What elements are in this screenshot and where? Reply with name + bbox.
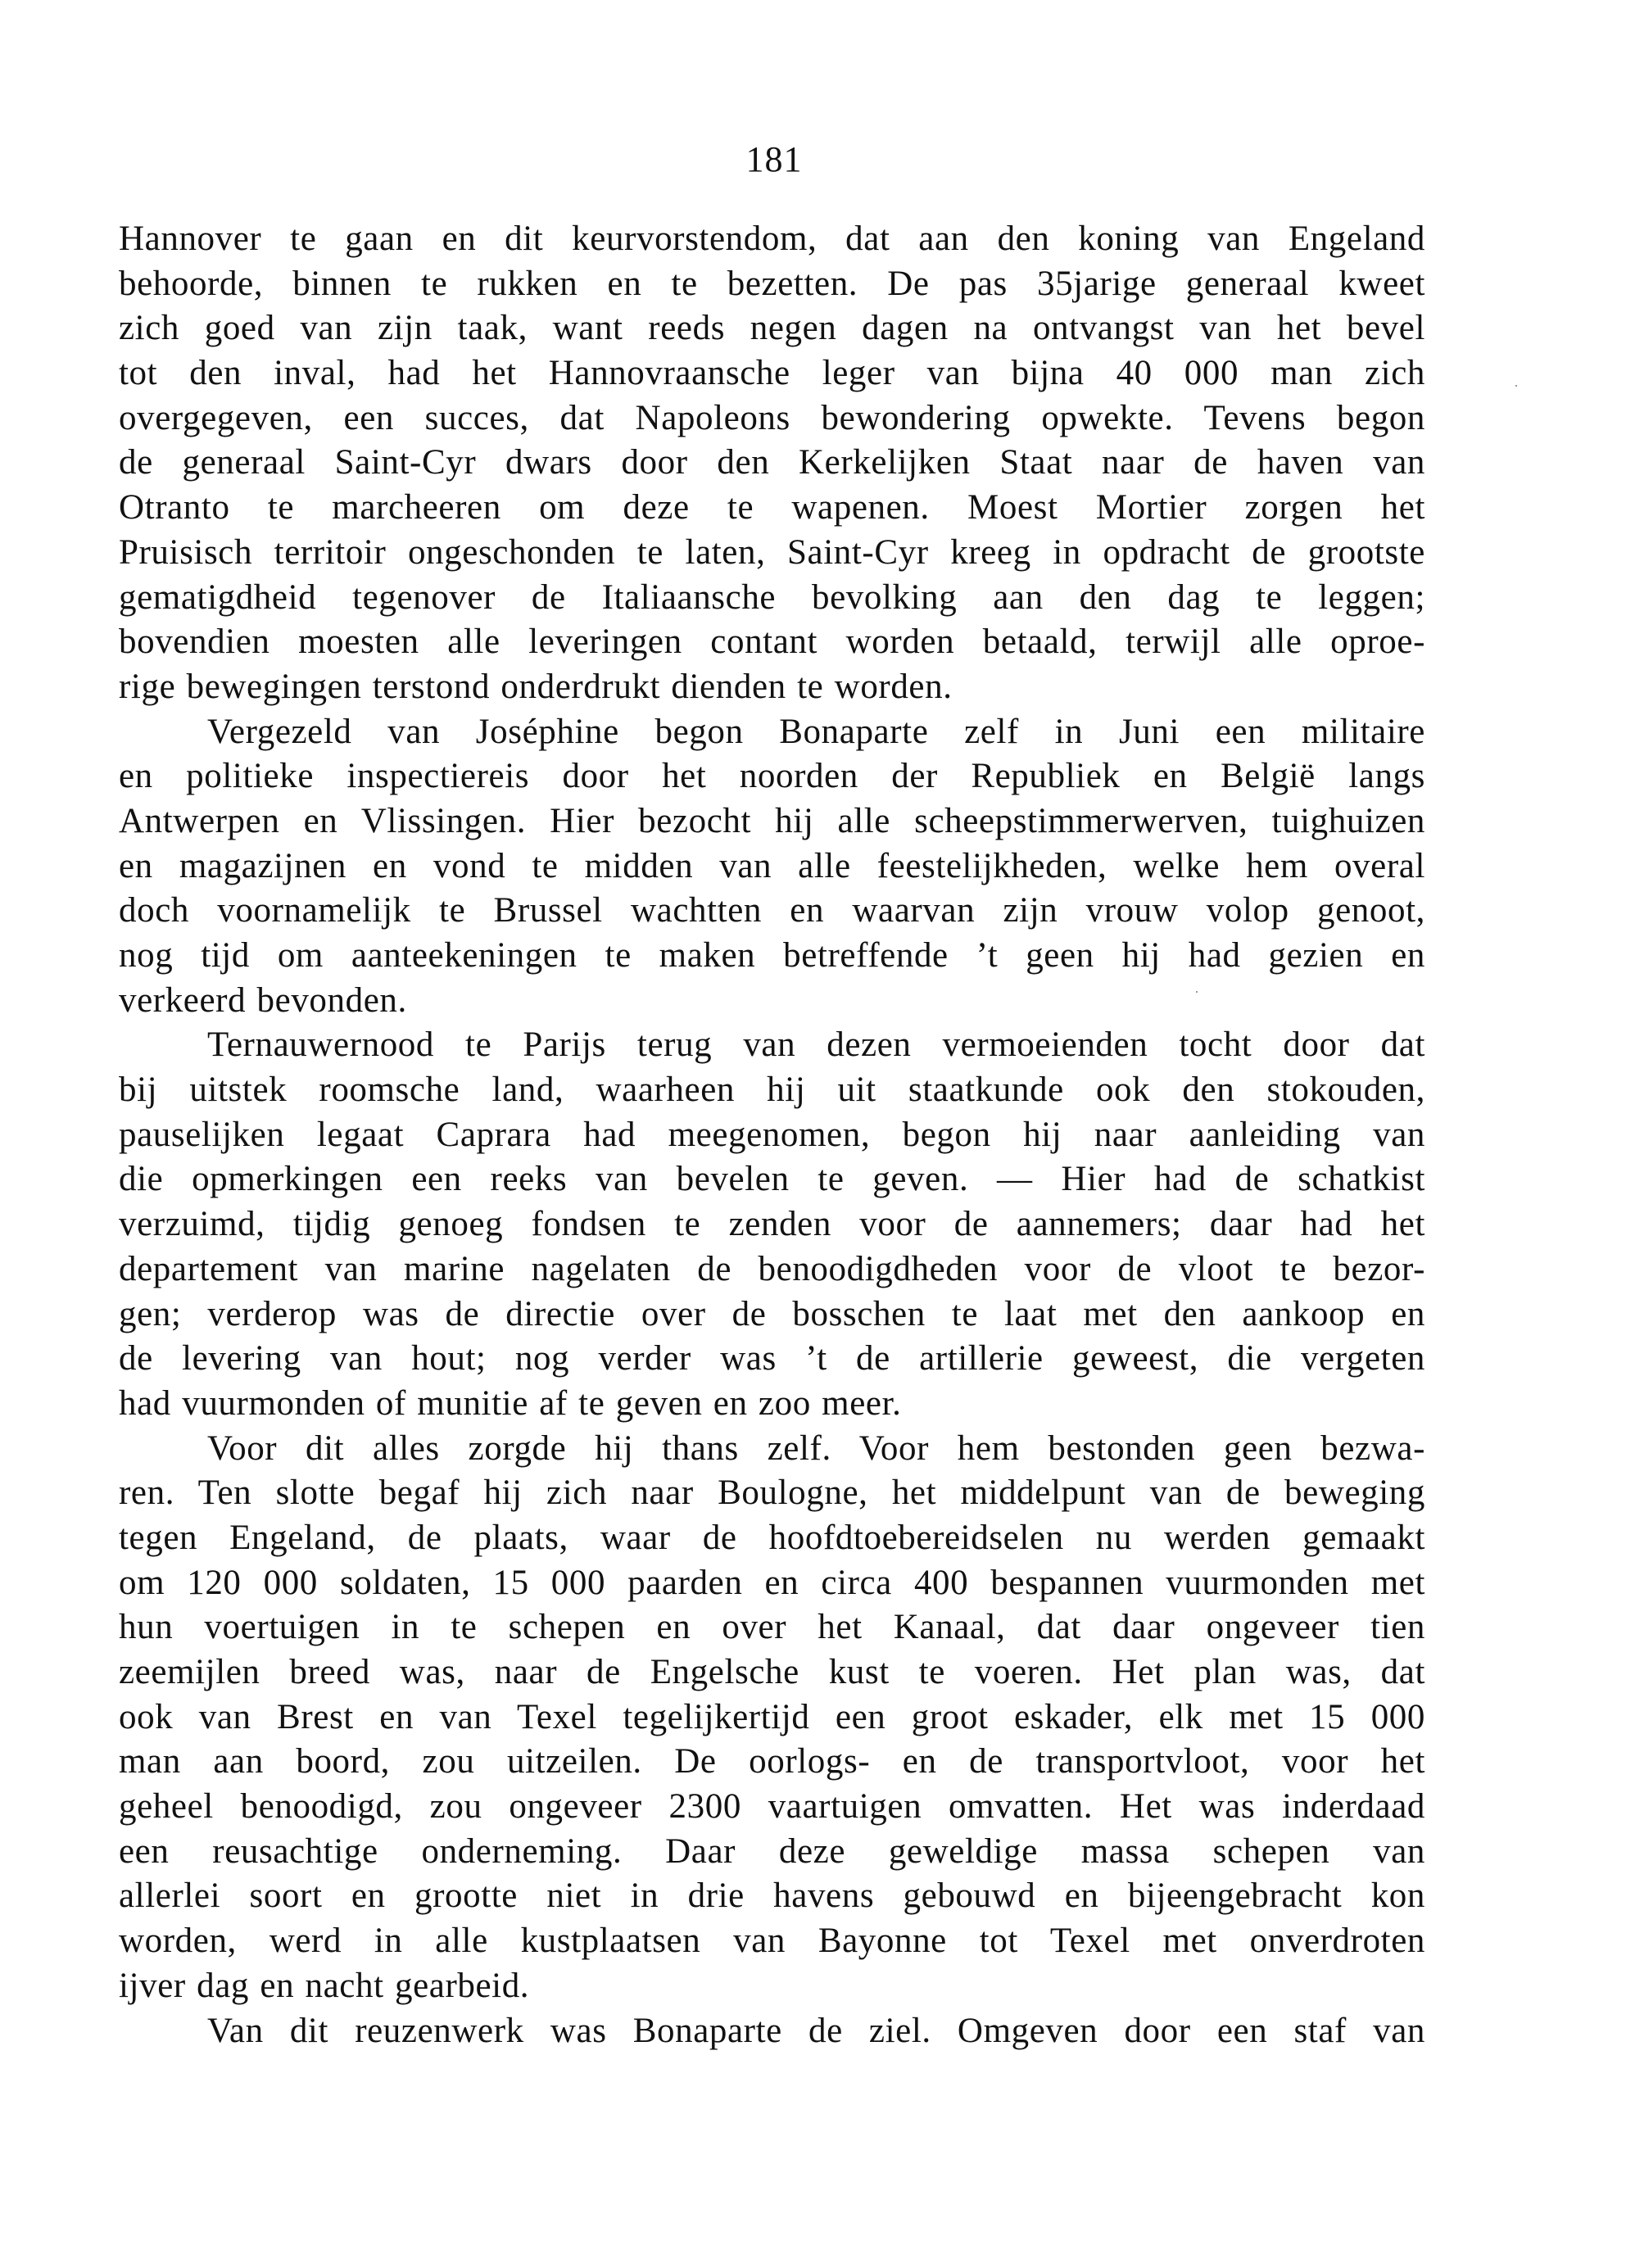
text-line: tot den inval, had het Hannovraansche leger van bijna 40 000 man zich bbox=[119, 354, 1425, 393]
text-line: ren. Ten slotte begaf hij zich naar Boulogne, het middelpunt van de beweging bbox=[119, 1474, 1425, 1513]
text-line: tegen Engeland, de plaats, waar de hoofdtoebereidselen nu werden gemaakt bbox=[119, 1518, 1425, 1557]
text-line: behoorde, binnen te rukken en te bezetten. De pas 35jarige generaal kweet bbox=[119, 264, 1425, 303]
paragraph bbox=[119, 1427, 1425, 2009]
text-line: gen; verderop was de directie over de bosschen te laat met den aankoop en bbox=[119, 1294, 1425, 1333]
text-line: Van dit reuzenwerk was Bonaparte de ziel. Omgeven door een staf van bbox=[207, 2011, 1425, 2050]
text-line: bij uitstek roomsche land, waarheen hij uit staatkunde ook den stokouden, bbox=[119, 1071, 1425, 1110]
paragraph bbox=[119, 710, 1425, 1024]
text-line: gematigdheid tegenover de Italiaansche bevolking aan den dag te leggen; bbox=[119, 577, 1425, 617]
text-line: bovendien moesten alle leveringen contant worden betaald, terwijl alle oproe- bbox=[119, 622, 1425, 662]
text-line: hun voertuigen in te schepen en over het Kanaal, dat daar ongeveer tien bbox=[119, 1608, 1425, 1647]
text-line: overgegeven, een succes, dat Napoleons bewondering opwekte. Tevens begon bbox=[119, 398, 1425, 437]
text-line: ijver dag en nacht gearbeid. bbox=[119, 1966, 530, 2005]
text-line: ook van Brest en van Texel tegelijkertijd een groot eskader, elk met 15 000 bbox=[119, 1697, 1425, 1736]
paragraph bbox=[119, 2009, 1425, 2054]
text-line: zeemijlen breed was, naar de Engelsche kust te voeren. Het plan was, dat bbox=[119, 1653, 1425, 1691]
text-line: Vergezeld van Joséphine begon Bonaparte zelf in Juni een militaire bbox=[207, 712, 1425, 751]
text-line: allerlei soort en grootte niet in drie havens gebouwd en bijeengebracht kon bbox=[119, 1876, 1425, 1916]
text-line: de levering van hout; nog verder was ’t de artillerie geweest, die vergeten bbox=[119, 1339, 1425, 1378]
text-line: Voor dit alles zorgde hij thans zelf. Voor hem bestonden geen bezwa- bbox=[207, 1428, 1425, 1468]
text-line: en politieke inspectiereis door het noorden der Republiek en België langs bbox=[119, 757, 1425, 796]
text-line: departement van marine nagelaten de benoodigdheden voor de vloot te bezor- bbox=[119, 1249, 1425, 1288]
text-line: Otranto te marcheeren om deze te wapenen. Moest Mortier zorgen het bbox=[119, 488, 1425, 527]
text-line: die opmerkingen een reeks van bevelen te geven. — Hier had de schatkist bbox=[119, 1160, 1425, 1199]
text-line: verzuimd, tijdig genoeg fondsen te zenden voor de aannemers; daar had het bbox=[119, 1205, 1425, 1244]
text-line: rige bewegingen terstond onderdrukt dienden te worden. bbox=[119, 667, 953, 706]
body-text bbox=[119, 217, 1425, 2053]
text-line: om 120 000 soldaten, 15 000 paarden en circa 400 bespannen vuurmonden met bbox=[119, 1563, 1425, 1602]
paragraph bbox=[119, 217, 1425, 710]
scan-speck bbox=[1196, 991, 1198, 993]
text-line: Hannover te gaan en dit keurvorstendom, dat aan den koning van Engeland bbox=[119, 220, 1425, 258]
text-line: de generaal Saint-Cyr dwars door den Kerkelijken Staat naar de haven van bbox=[119, 443, 1425, 482]
text-line: en magazijnen en vond te midden van alle feestelijkheden, welke hem overal bbox=[119, 846, 1425, 885]
text-line: worden, werd in alle kustplaatsen van Bayonne tot Texel met onverdroten bbox=[119, 1922, 1425, 1961]
text-line: man aan boord, zou uitzeilen. De oorlogs- en de transportvloot, voor het bbox=[119, 1742, 1425, 1781]
text-line: geheel benoodigd, zou ongeveer 2300 vaartuigen omvatten. Het was inderdaad bbox=[119, 1787, 1425, 1827]
scan-speck bbox=[1515, 385, 1517, 387]
text-line: Antwerpen en Vlissingen. Hier bezocht hij alle scheepstimmerwerven, tuighuizen bbox=[119, 801, 1425, 840]
text-line: pauselijken legaat Caprara had meegenomen, begon hij naar aanleiding van bbox=[119, 1115, 1425, 1154]
paragraph bbox=[119, 1023, 1425, 1426]
text-line: Ternauwernood te Parijs terug van dezen vermoeienden tocht door dat bbox=[207, 1025, 1425, 1065]
text-line: nog tijd om aanteekeningen te maken betreffende ’t geen hij had gezien en bbox=[119, 936, 1425, 975]
text-line: verkeerd bevonden. bbox=[119, 980, 407, 1020]
text-line: Pruisisch territoir ongeschonden te laten, Saint-Cyr kreeg in opdracht de grootste bbox=[119, 532, 1425, 572]
text-line: had vuurmonden of munitie af te geven en zoo meer. bbox=[119, 1383, 902, 1423]
text-line: zich goed van zijn taak, want reeds negen dagen na ontvangst van het bevel bbox=[119, 309, 1425, 348]
text-line: doch voornamelijk te Brussel wachtten en waarvan zijn vrouw volop genoot, bbox=[119, 891, 1425, 930]
text-line: een reusachtige onderneming. Daar deze geweldige massa schepen van bbox=[119, 1831, 1425, 1871]
page-number: 181 bbox=[745, 139, 803, 179]
